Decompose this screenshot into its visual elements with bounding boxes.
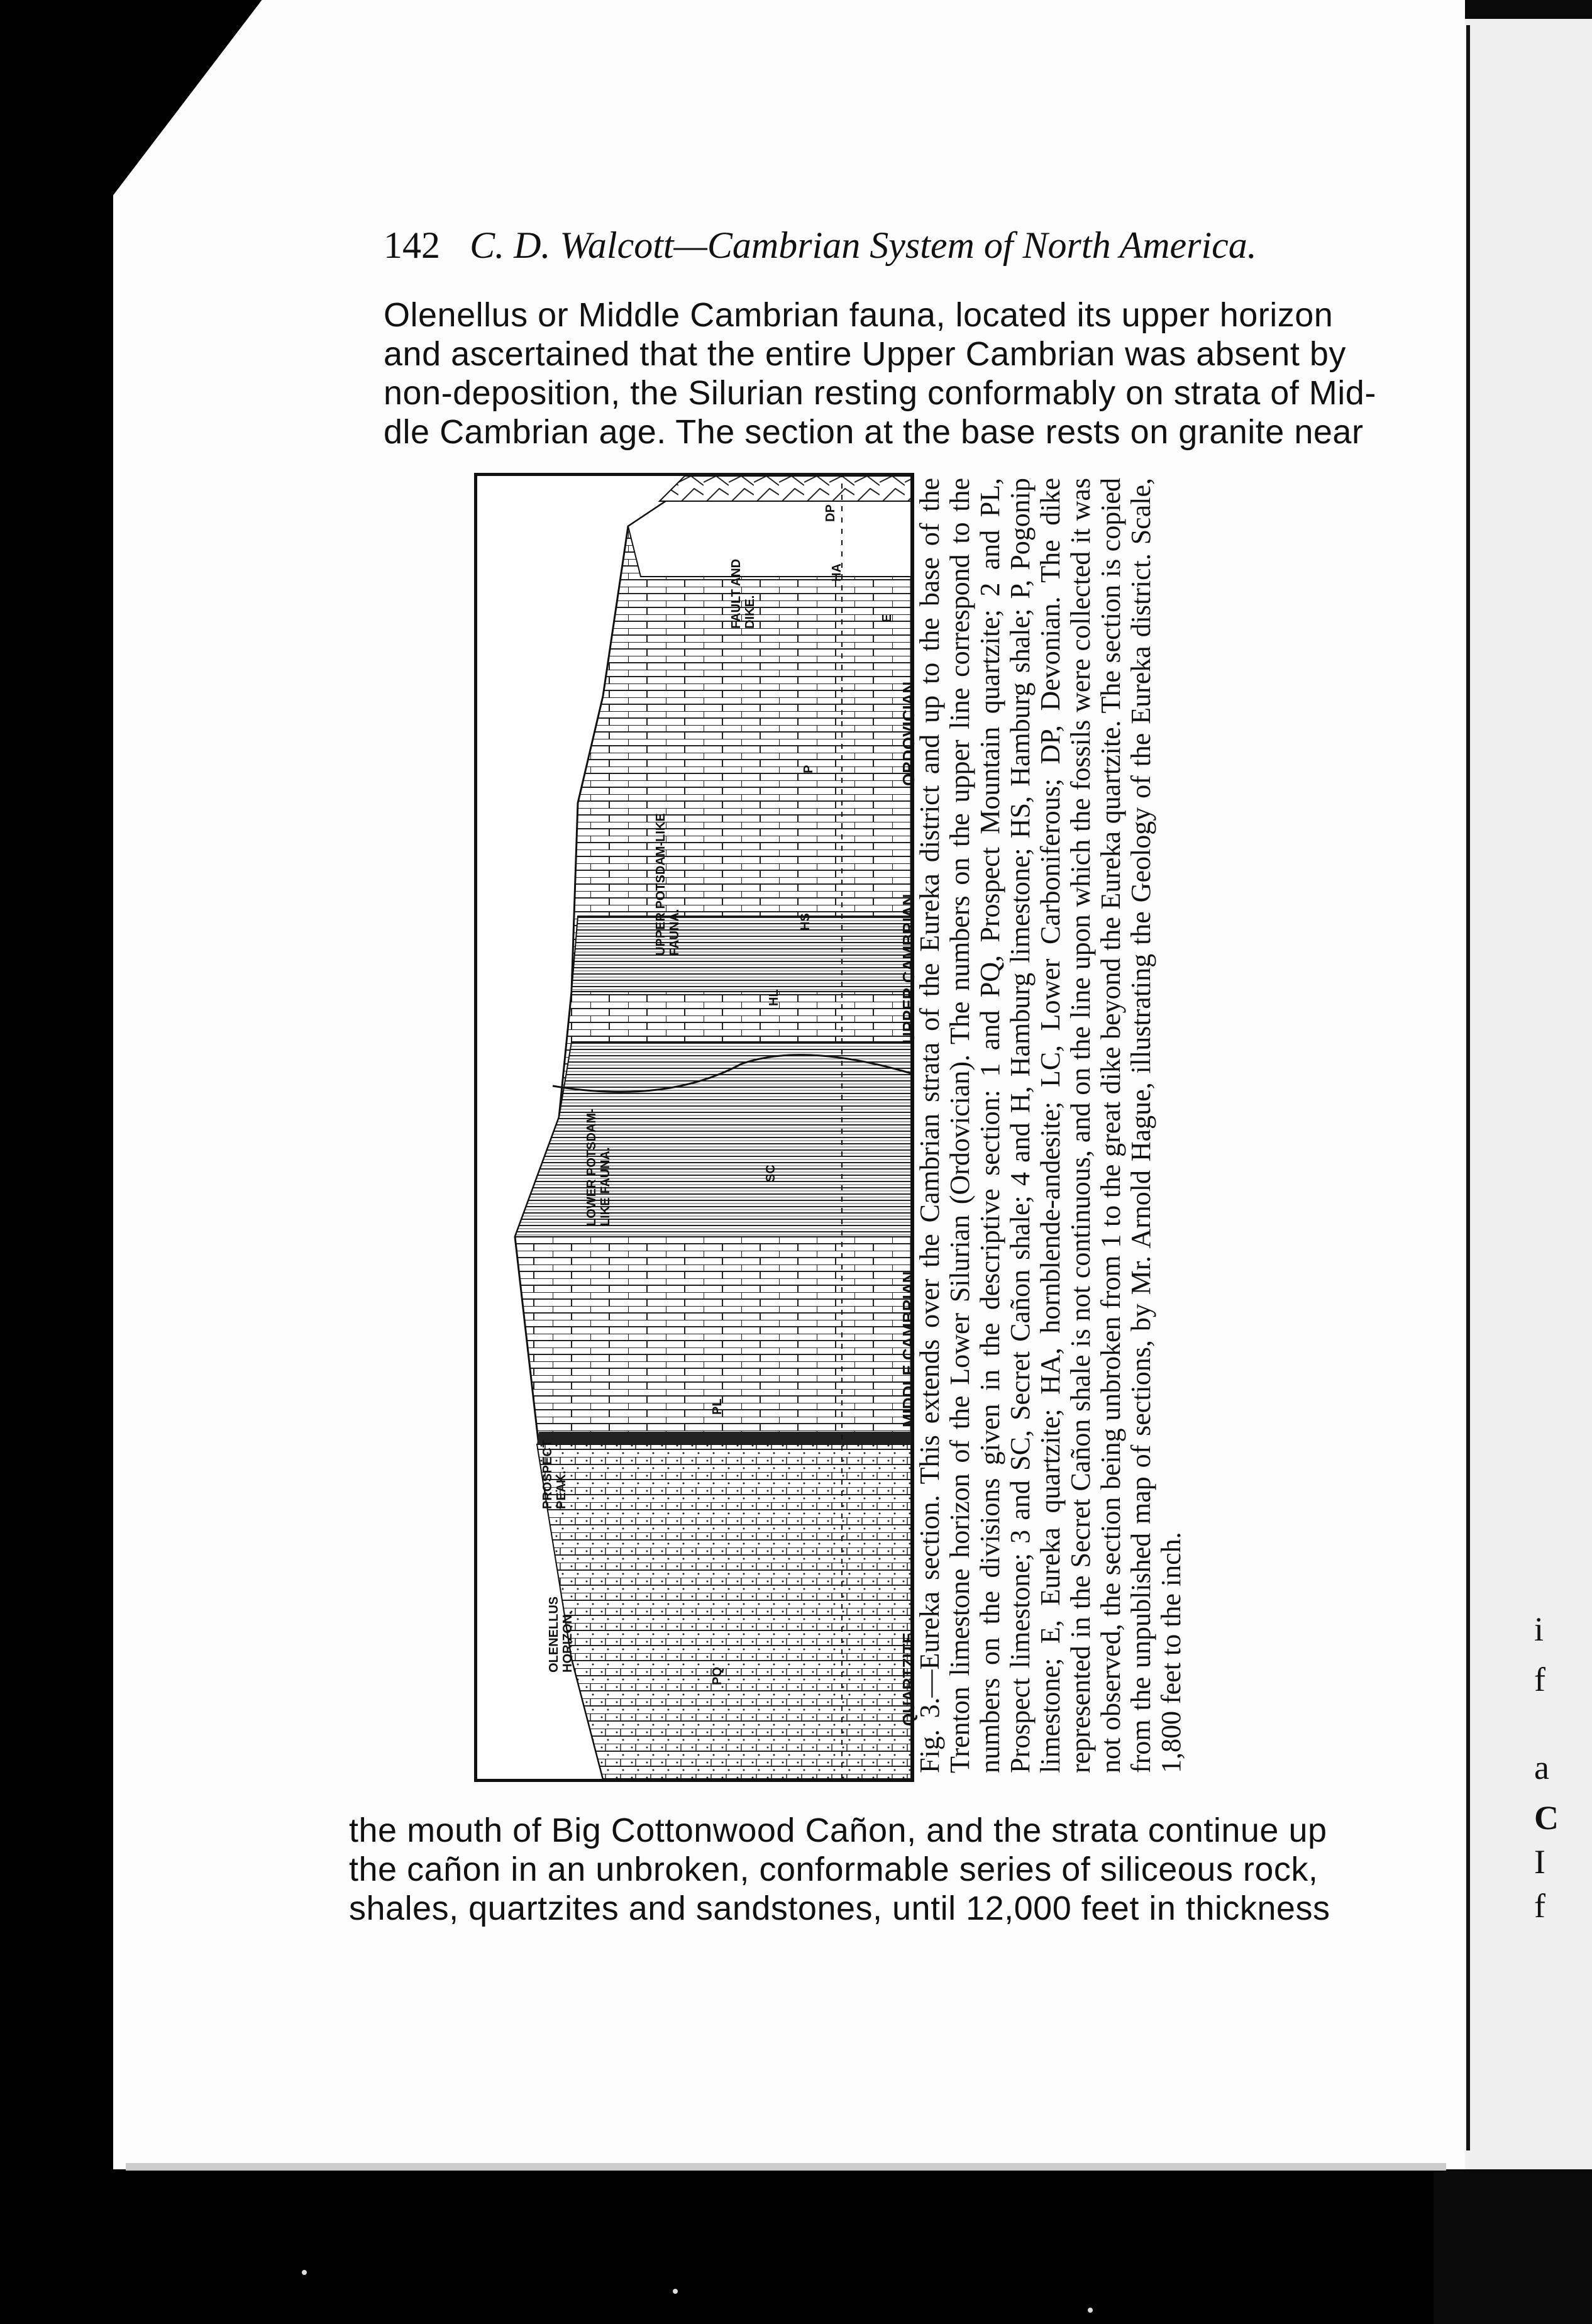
- series-label-quartzite: QUARTZITE.: [899, 1628, 918, 1726]
- adjacent-page-fragment: a: [1534, 1749, 1549, 1786]
- series-label-middle-cambrian: MIDDLE CAMBRIAN.: [899, 1266, 918, 1427]
- running-header: [384, 223, 1257, 267]
- horizon-label: UPPER POTSDAM-LIKE FAUNA.: [654, 813, 682, 956]
- scan-speck: [1088, 2308, 1093, 2313]
- body-text-line: the mouth of Big Cottonwood Cañon, and the strata continue up: [349, 1812, 1327, 1849]
- strata-mark: P: [802, 765, 815, 773]
- strata-mark: SC: [764, 1165, 778, 1182]
- page-bottom-edge: [126, 2163, 1446, 2171]
- series-label-upper-cambrian: UPPER CAMBRIAN.: [899, 889, 918, 1044]
- strata-mark: PQ: [710, 1667, 724, 1685]
- adjacent-page-fragment: i: [1534, 1610, 1544, 1648]
- body-text-line: non-deposition, the Silurian resting conformably on strata of Mid-: [384, 374, 1376, 412]
- adjacent-page-fragment: f: [1534, 1887, 1545, 1925]
- body-text-line: and ascertained that the entire Upper Cambrian was absent by: [384, 335, 1346, 373]
- body-text-line: Olenellus or Middle Cambrian fauna, located its upper horizon: [384, 296, 1334, 334]
- series-label-ordovician: ORDOVICIAN.: [899, 677, 918, 786]
- body-text-line: the cañon in an unbroken, conformable series of siliceous rock,: [349, 1851, 1318, 1888]
- strata-mark: HL: [767, 989, 781, 1006]
- body-text-line: shales, quartzites and sandstones, until 12,000 feet in thickness: [349, 1890, 1330, 1927]
- scan-speck: [673, 2289, 678, 2294]
- scan-speck: [302, 2270, 307, 2275]
- body-text-line: dle Cambrian age. The section at the base rests on granite near: [384, 413, 1364, 451]
- section-drawing: [477, 476, 911, 1779]
- figure-caption: [914, 478, 1186, 1773]
- figure-caption-text: Fig. 3.—Eureka section. This extends over the Cambrian strata of the Eureka district and up to the base of the Trenton limestone horizon of the Lower Silurian (Ordovician). The numbers on the upper line correspond to the numbers on the divisions given in the descriptive section: 1 and PQ, Prospect Mountain quartzite; 2 and PL, Prospect limestone; 3 and SC, Secret Cañon shale; 4 and H, Hamburg limestone; HS, Hamburg shale; P, Pogonip limestone; E, Eureka quartzite; HA, hornblende-andesite; LC, Lower Carboniferous; DP, Devonian. The dike represented in the Secret Cañon shale is not continuous, and on the line upon which the fossils were collected it was not observed, the section being unbroken from 1 to the great dike beyond the Eureka quartzite. The section is copied from the unpublished map of sections, by Mr. Arnold Hague, illustrating the Geology of the Eureka district. Scale, 1,800 feet to the inch.: [914, 478, 1186, 1773]
- horizon-label: FAULT AND DIKE.: [729, 558, 757, 629]
- geologic-section-figure: [474, 473, 914, 1782]
- strata-mark: DP: [824, 504, 837, 522]
- horizon-label: LOWER POTSDAM- LIKE FAUNA.: [585, 1109, 612, 1226]
- strata-mark: HA: [830, 563, 844, 582]
- adjacent-page-edge: [1466, 25, 1470, 2150]
- strata-mark: HS: [799, 913, 812, 931]
- horizon-label: PROSPECT PEAK.: [541, 1439, 568, 1509]
- running-title: C. D. Walcott—Cambrian System of North America.: [470, 224, 1257, 266]
- page-number: 142: [384, 224, 440, 266]
- adjacent-page-fragment: C: [1534, 1799, 1559, 1837]
- adjacent-page: [1459, 19, 1592, 2169]
- strata-mark: E: [880, 614, 894, 622]
- adjacent-page-fragment: I: [1534, 1843, 1545, 1881]
- adjacent-page-fragment: f: [1534, 1661, 1545, 1698]
- strata-mark: PL: [710, 1398, 724, 1415]
- horizon-label: OLENELLUS HORIZON.: [547, 1596, 575, 1673]
